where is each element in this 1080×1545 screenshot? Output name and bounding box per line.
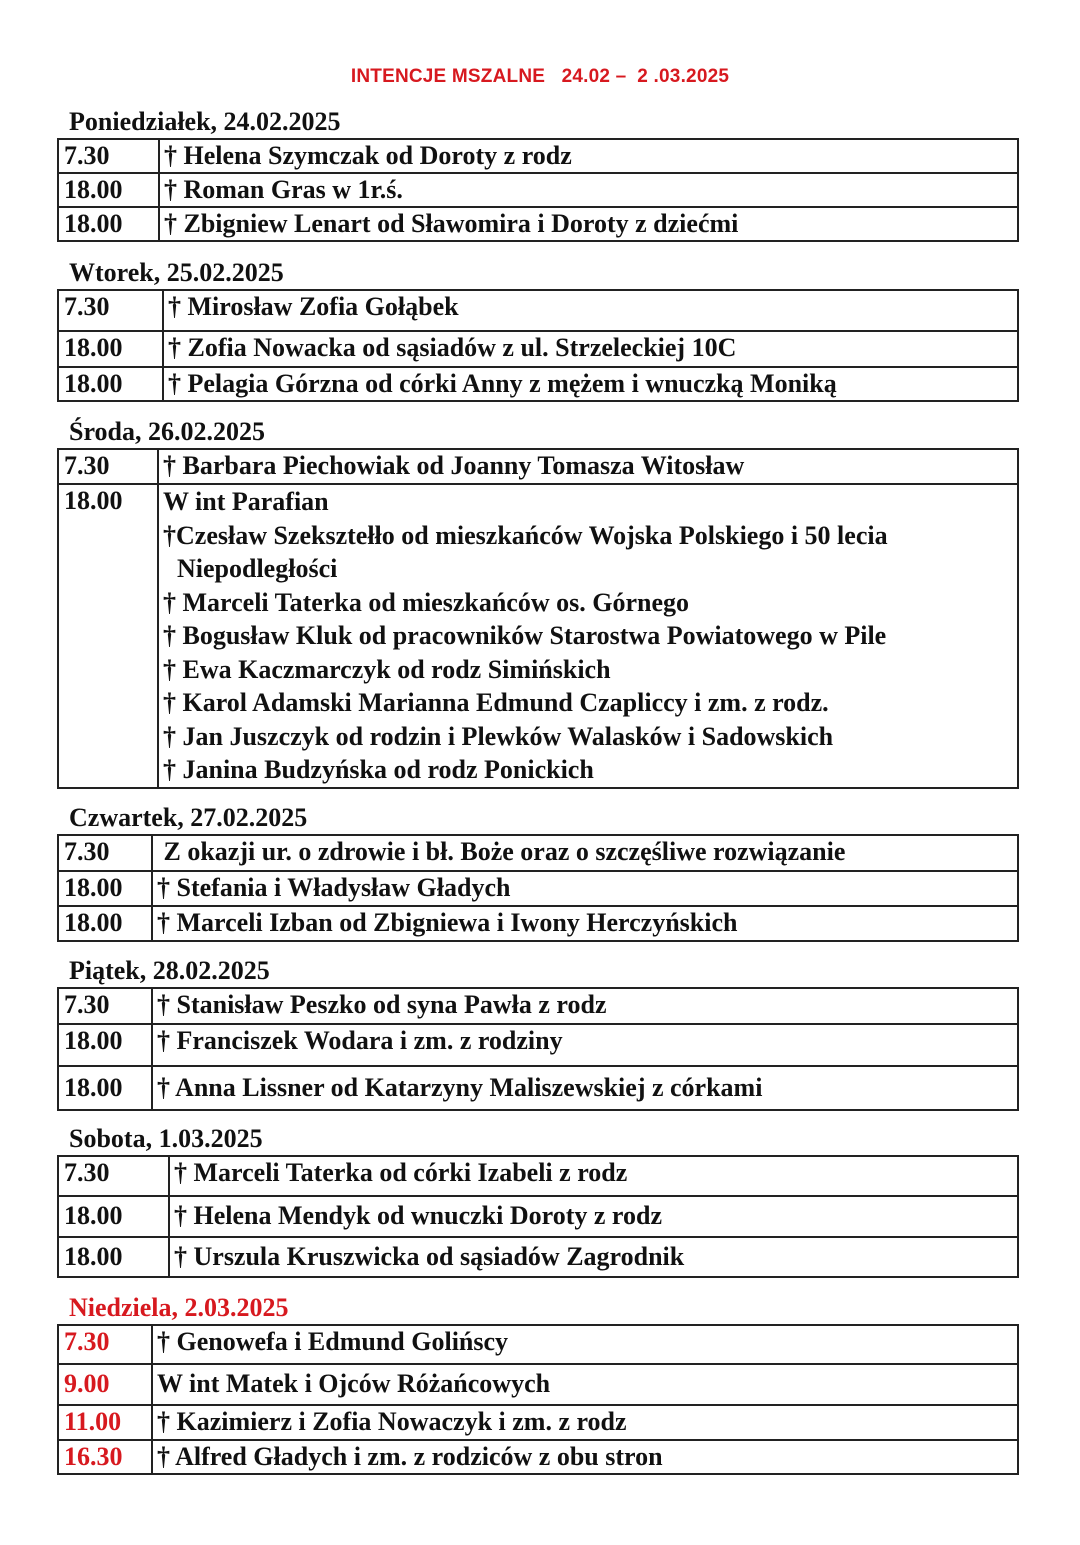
mass-table xyxy=(57,289,1019,402)
day-wednesday xyxy=(57,418,1019,789)
mass-intention: † Roman Gras w 1r.ś. xyxy=(159,173,1018,207)
mass-time: 18.00 xyxy=(58,331,163,367)
mass-table xyxy=(57,1155,1019,1278)
mass-intention: † Helena Szymczak od Doroty z rodz xyxy=(159,139,1018,173)
mass-time: 18.00 xyxy=(58,1237,169,1277)
table-row xyxy=(58,1156,1018,1196)
mass-time: 7.30 xyxy=(58,290,163,331)
day-tuesday xyxy=(57,259,1019,402)
table-row xyxy=(58,1237,1018,1277)
table-row xyxy=(58,1196,1018,1237)
mass-intention: † Stefania i Władysław Gładych xyxy=(152,871,1018,906)
intention-line: †Czesław Szeksztełło od mieszkańców Wojska Polskiego i 50 lecia xyxy=(163,520,888,550)
table-row xyxy=(58,449,1018,484)
mass-time: 18.00 xyxy=(58,1196,169,1237)
mass-table xyxy=(57,1324,1019,1475)
mass-intention-list xyxy=(158,484,1018,788)
mass-intention: † Marceli Taterka od córki Izabeli z rodz xyxy=(169,1156,1018,1196)
mass-table xyxy=(57,987,1019,1111)
table-row xyxy=(58,1364,1018,1405)
intention-line: † Karol Adamski Marianna Edmund Czapliccy i zm. z rodz. xyxy=(163,688,829,717)
mass-time: 18.00 xyxy=(58,484,158,788)
day-heading: Sobota, 1.03.2025 xyxy=(69,1124,263,1153)
intention-line: † Janina Budzyńska od rodz Ponickich xyxy=(163,755,594,784)
mass-intention: † Helena Mendyk od wnuczki Doroty z rodz xyxy=(169,1196,1018,1237)
table-row xyxy=(58,1405,1018,1440)
day-saturday xyxy=(57,1125,1019,1278)
intention-line: W int Parafian xyxy=(163,487,329,516)
mass-table xyxy=(57,138,1019,242)
day-heading: Niedziela, 2.03.2025 xyxy=(69,1293,289,1322)
mass-time: 7.30 xyxy=(58,449,158,484)
mass-time: 7.30 xyxy=(58,1156,169,1196)
table-row xyxy=(58,871,1018,906)
mass-intention: † Pelagia Górzna od córki Anny z mężem i wnuczką Moniką xyxy=(163,367,1018,401)
day-friday xyxy=(57,957,1019,1111)
mass-time: 18.00 xyxy=(58,871,152,906)
intention-line: † Bogusław Kluk od pracowników Starostwa Powiatowego w Pile xyxy=(163,621,887,650)
table-row xyxy=(58,207,1018,241)
table-row xyxy=(58,835,1018,871)
mass-intention: † Franciszek Wodara i zm. z rodziny xyxy=(152,1024,1018,1066)
mass-time: 18.00 xyxy=(58,1066,152,1110)
day-heading: Środa, 26.02.2025 xyxy=(69,417,265,446)
day-heading: Wtorek, 25.02.2025 xyxy=(69,258,284,287)
table-row xyxy=(58,1024,1018,1066)
table-row xyxy=(58,139,1018,173)
table-row xyxy=(58,290,1018,331)
mass-intention: † Zbigniew Lenart od Sławomira i Doroty z dziećmi xyxy=(159,207,1018,241)
day-thursday xyxy=(57,804,1019,942)
table-row xyxy=(58,331,1018,367)
mass-intention: † Stanisław Peszko od syna Pawła z rodz xyxy=(152,988,1018,1024)
day-monday xyxy=(57,108,1019,242)
mass-table xyxy=(57,834,1019,942)
intention-line: Niepodległości xyxy=(177,554,338,583)
mass-time: 7.30 xyxy=(58,139,159,173)
mass-time: 18.00 xyxy=(58,173,159,207)
intention-line: † Marceli Taterka od mieszkańców os. Górnego xyxy=(163,587,689,617)
mass-time: 18.00 xyxy=(58,1024,152,1066)
mass-time: 18.00 xyxy=(58,207,159,241)
intention-line: † Jan Juszczyk od rodzin i Plewków Walasków i Sadowskich xyxy=(163,721,834,751)
page-title: INTENCJE MSZALNE 24.02 – 2 .03.2025 xyxy=(350,66,730,87)
mass-time: 18.00 xyxy=(58,367,163,401)
table-row xyxy=(58,1440,1018,1474)
mass-time: 18.00 xyxy=(58,906,152,941)
mass-intention: † Zofia Nowacka od sąsiadów z ul. Strzeleckiej 10C xyxy=(163,331,1018,367)
mass-intention: † Urszula Kruszwicka od sąsiadów Zagrodnik xyxy=(169,1237,1018,1277)
mass-intention: † Marceli Izban od Zbigniewa i Iwony Herczyńskich xyxy=(152,906,1018,941)
table-row xyxy=(58,367,1018,401)
mass-intention: W int Matek i Ojców Różańcowych xyxy=(152,1364,1018,1405)
mass-time: 7.30 xyxy=(58,988,152,1024)
day-sunday xyxy=(57,1294,1019,1475)
mass-intention: † Mirosław Zofia Gołąbek xyxy=(163,290,1018,331)
mass-time: 16.30 xyxy=(58,1440,152,1474)
mass-time: 7.30 xyxy=(58,1325,152,1364)
mass-intention: † Anna Lissner od Katarzyny Maliszewskiej z córkami xyxy=(152,1066,1018,1110)
table-row xyxy=(58,1066,1018,1110)
table-row xyxy=(58,173,1018,207)
table-row xyxy=(58,484,1018,788)
day-heading: Czwartek, 27.02.2025 xyxy=(69,803,308,832)
mass-time: 11.00 xyxy=(58,1405,152,1440)
day-heading: Poniedziałek, 24.02.2025 xyxy=(69,107,341,136)
mass-time: 7.30 xyxy=(58,835,152,871)
mass-intention: † Alfred Gładych i zm. z rodziców z obu stron xyxy=(152,1440,1018,1474)
mass-time: 9.00 xyxy=(58,1364,152,1405)
mass-intention: † Kazimierz i Zofia Nowaczyk i zm. z rodz xyxy=(152,1405,1018,1440)
table-row xyxy=(58,988,1018,1024)
mass-intention: † Barbara Piechowiak od Joanny Tomasza Witosław xyxy=(158,449,1018,484)
mass-table xyxy=(57,448,1019,789)
table-row xyxy=(58,906,1018,941)
table-row xyxy=(58,1325,1018,1364)
intention-line: † Ewa Kaczmarczyk od rodz Simińskich xyxy=(163,654,611,684)
day-heading: Piątek, 28.02.2025 xyxy=(69,956,270,985)
mass-intention: Z okazji ur. o zdrowie i bł. Boże oraz o szczęśliwe rozwiązanie xyxy=(152,835,1018,871)
mass-intention: † Genowefa i Edmund Golińscy xyxy=(152,1325,1018,1364)
